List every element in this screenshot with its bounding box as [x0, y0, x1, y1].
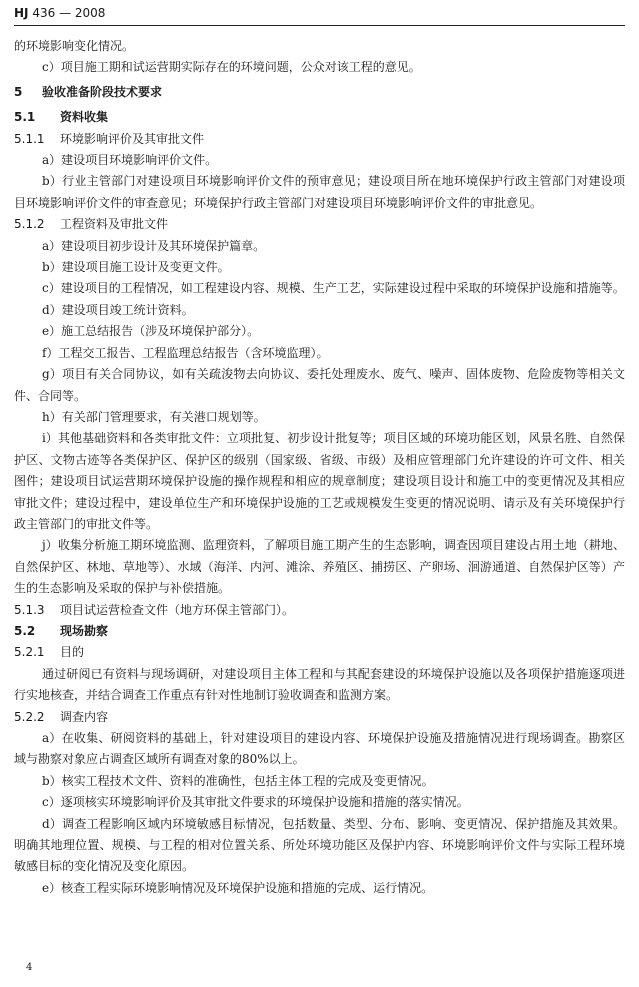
list-item: c）建设项目的工程情况，如工程建设内容、规模、生产工艺，实际建设过程中采取的环境保护设施和措施等。: [42, 281, 625, 296]
paragraph: 通过研阅已有资料与现场调研，对建设项目主体工程和与其配套建设的环境保护设施以及各项保护措施逐项进行实地核查，并结合调查工作重点有针对性地制订验收调查和监测方案。: [14, 666, 625, 703]
clause-heading: [14, 642, 625, 663]
continued-text: 的环境影响变化情况。: [14, 39, 135, 53]
standard-code: HJ: [14, 6, 29, 20]
page-body: [14, 36, 625, 899]
standard-number: 436 — 2008: [32, 6, 106, 20]
list-item: d）调查工程影响区域内环境敏感目标情况，包括数量、类型、分布、影响、变更情况、保护措施及其效果。明确其地理位置、规模、与工程的相对位置关系、所处环境功能区及保护内容、环境影响评价文件与实际工程环境敏感目标的变化情况及变化原因。: [14, 816, 625, 874]
list-item: e）核查工程实际环境影响情况及环境保护设施和措施的完成、运行情况。: [42, 880, 434, 895]
list-item: c）逐项核实环境影响评价及其审批文件要求的环境保护设施和措施的落实情况。: [42, 795, 469, 810]
clause-number: 5.2.2: [14, 709, 45, 724]
list-item: e）施工总结报告（涉及环境保护部分）。: [42, 324, 260, 339]
subsection-title: 现场勘察: [60, 623, 109, 638]
subsection-number: 5.1: [14, 110, 36, 125]
page-number: 4: [26, 962, 33, 973]
clause-heading: [14, 600, 625, 621]
clause-number: 5.2.1: [14, 645, 45, 660]
clause-heading: [14, 214, 625, 235]
document-header: [14, 6, 105, 20]
section-number: 5: [14, 84, 23, 99]
clause-heading: [14, 707, 625, 728]
clause-title: 项目试运营检查文件（地方环保主管部门）。: [60, 602, 295, 617]
clause-title: 调查内容: [60, 709, 109, 724]
clause-heading: [14, 129, 625, 150]
list-item: j）收集分析施工期环境监测、监理资料，了解项目施工期产生的生态影响，调查因项目建设占用土地（耕地、自然保护区、林地、草地等）、水域（海洋、内河、滩涂、养殖区、捕捞区、产卵场、洄游通道、自然保护区等）产生的生态影响及采取的保护与补偿措施。: [14, 538, 625, 596]
list-item: i）其他基础资料和各类审批文件：立项批复、初步设计批复等；项目区域的环境功能区划，风景名胜、自然保护区、文物古迹等各类保护区、保护区的级别（国家级、省级、市级）及相应管理部门允许建设的许可文件、相关图件；建设项目试运营期环境保护设施的操作规程和相应的规章制度；建设项目设计和施工中的变更情况及其相应审批文件；建设过程中，建设单位生产和环境保护设施的工艺或规模发生变更的情况说明、请示及有关环境保护行政主管部门的审批文件等。: [14, 431, 625, 531]
list-item: c）项目施工期和试运营期实际存在的环境问题，公众对该工程的意见。: [42, 60, 421, 75]
subsection-heading: [14, 107, 625, 128]
list-item: a）在收集、研阅资料的基础上，针对建设项目的建设内容、环境保护设施及措施情况进行现场调查。勘察区域与勘察对象应占调查区域所有调查对象的80%以上。: [14, 731, 625, 767]
clause-title: 环境影响评价及其审批文件: [60, 131, 205, 146]
clause-title: 工程资料及审批文件: [60, 217, 169, 232]
list-item: b）核实工程技术文件、资料的准确性，包括主体工程的完成及变更情况。: [42, 773, 434, 788]
header-rule: [14, 25, 625, 26]
clause-number: 5.1.3: [14, 602, 45, 617]
list-item: a）建设项目初步设计及其环境保护篇章。: [42, 238, 266, 253]
subsection-number: 5.2: [14, 623, 36, 638]
section-heading: [14, 82, 625, 103]
list-item: b）行业主管部门对建设项目环境影响评价文件的预审意见；建设项目所在地环境保护行政主管部门对建设项目环境影响评价文件的审查意见；环境保护行政主管部门对建设项目环境影响评价文件的审批意见。: [14, 174, 625, 210]
list-item: d）建设项目竣工统计资料。: [42, 302, 194, 317]
list-item: b）建设项目施工设计及变更文件。: [42, 260, 230, 275]
list-item: a）建设项目环境影响评价文件。: [42, 153, 218, 168]
clause-title: 目的: [60, 645, 85, 660]
list-item: h）有关部门管理要求，有关港口规划等。: [42, 409, 266, 424]
section-title: 验收准备阶段技术要求: [42, 84, 163, 99]
subsection-heading: [14, 621, 625, 642]
list-item: f）工程交工报告、工程监理总结报告（含环境监理）。: [42, 345, 329, 360]
subsection-title: 资料收集: [60, 110, 109, 125]
list-item: g）项目有关合同协议，如有关疏浚物去向协议、委托处理废水、废气、噪声、固体废物、危险废物等相关文件、合同等。: [14, 367, 625, 403]
clause-number: 5.1.1: [14, 131, 45, 146]
clause-number: 5.1.2: [14, 217, 45, 232]
